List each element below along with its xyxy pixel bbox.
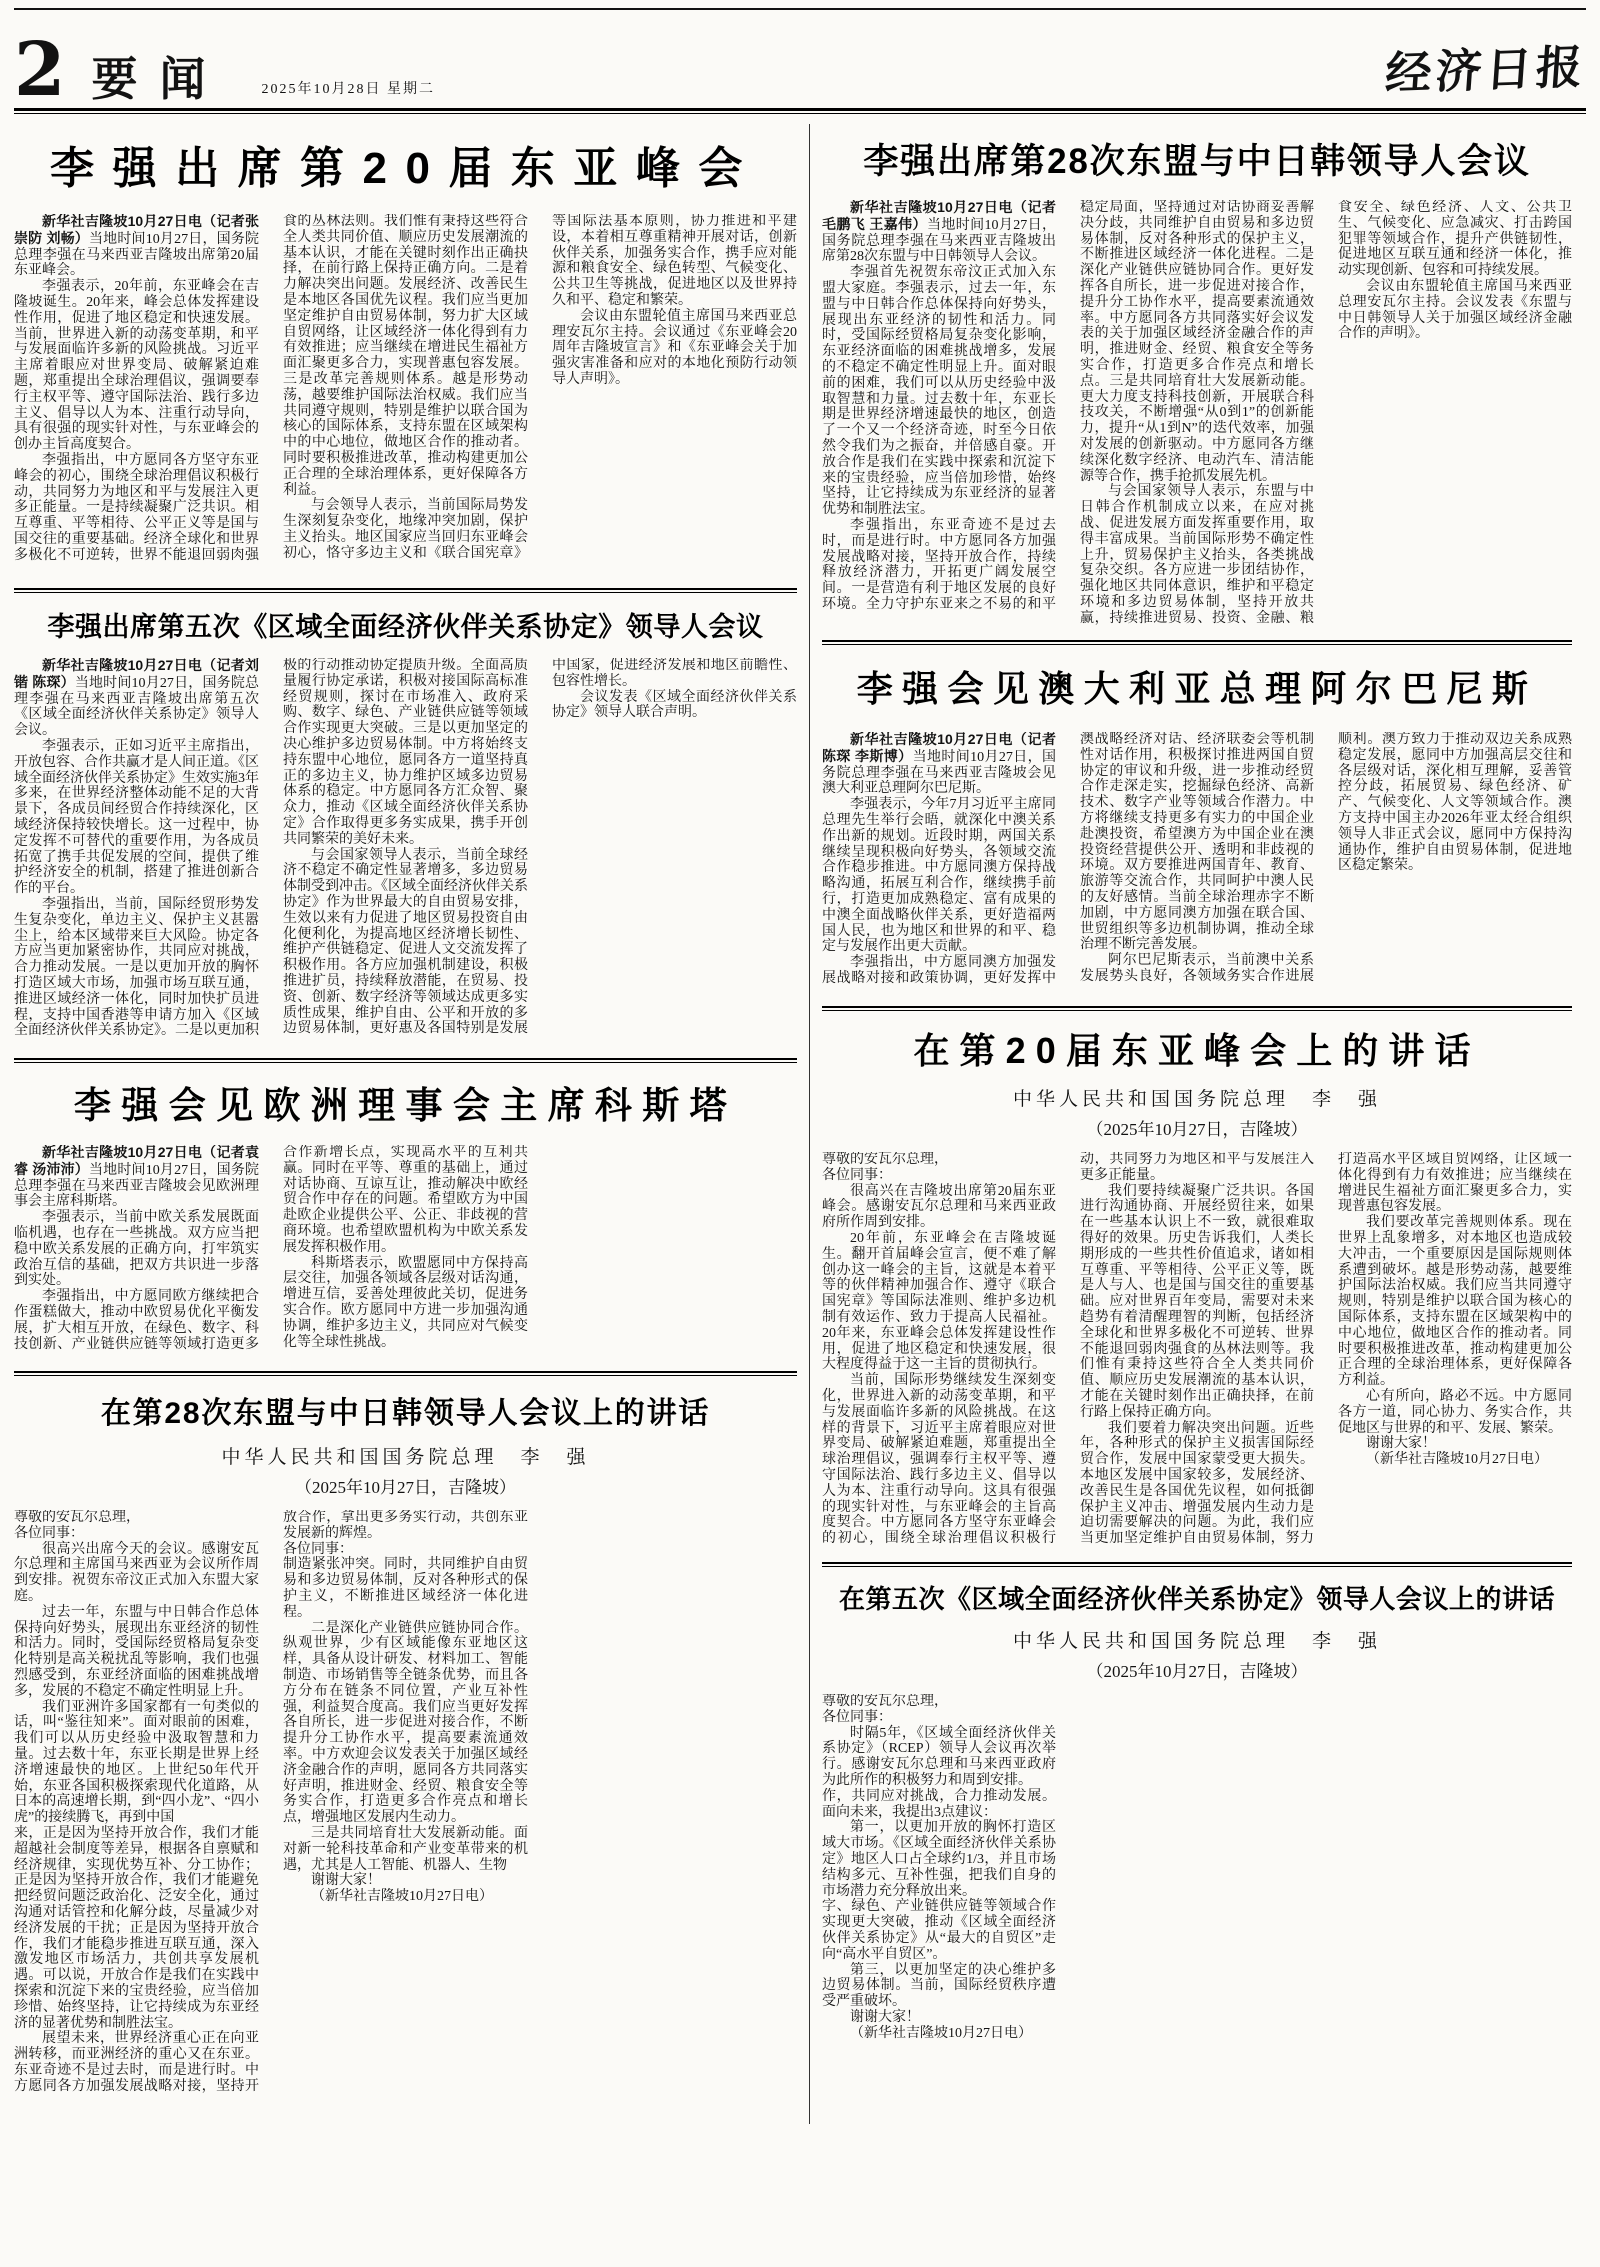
- paragraph: 时隔5年，《区域全面经济伙伴关系协定》（RCEP）领导人会议再次举行。感谢安瓦尔总理和马来西亚政府为此所作的积极努力和周到安排。: [822, 1725, 1056, 1788]
- paragraph: 与会国家领导人表示，当前全球经济不稳定不确定性显著增多，多边贸易体制受到冲击。《区域全面经济伙伴关系协定》作为世界最大的自由贸易安排，生效以来有力促进了地区贸易投资自由化便利化，为提高地区经济增长韧性、维护产供链稳定、促进人文交流发挥了积极作用。各方应加强机制建设，积极推进扩员，持续释放潜能，在贸易、投资、创新、数字经济等领域达成更多实质性成果，维护自由、公平和开放的多边贸易体制，更好惠及各国特别是发展中国家，促进经济发展和地区前瞻性、包容性增长。: [283, 658, 797, 1037]
- speech-rcep: [822, 1579, 1572, 2046]
- speech-dateline: （2025年10月27日，吉隆坡）: [1086, 1120, 1308, 1139]
- article-east-asia-summit: [14, 132, 797, 576]
- article-divider: [822, 1006, 1572, 1011]
- speech-body: [14, 1510, 797, 2124]
- article-asean-plus-three-meeting: [822, 134, 1572, 628]
- news-agency-dateline: 新华社吉隆坡10月27日电（记者刘锴 陈琛）: [14, 658, 259, 690]
- paragraph: 与会国家领导人表示，东盟与中日韩合作机制成立以来，在应对挑战、促进发展方面发挥重要作用，取得丰富成果。当前国际形势不确定性上升，贸易保护主义抬头，各类挑战复杂交织。各方应进一步团结协作，强化地区共同体意识，维护和平稳定环境和多边贸易体制，坚持开放共赢，持续推进贸易、投资、金融、粮食安全、绿色经济、人文、公共卫生、气候变化、应急减灾、打击跨国犯罪等领域合作，提升产供链韧性，促进地区互联互通和经济一体化，推动实现创新、包容和可持续发展。: [1080, 200, 1572, 626]
- paragraph: 各位同事：: [822, 1709, 892, 1725]
- paragraph: 字、绿色、产业链供应链等领域合作实现更大突破，推动《区域全面经济伙伴关系协定》从“最大的自贸区”走向“高水平自贸区”。: [822, 1899, 1056, 1962]
- article-divider: [822, 1562, 1572, 1567]
- paragraph: 我们要持续凝聚广泛共识。各国进行沟通协商、开展经贸往来，如果在一些基本认识上不一致，就很难取得好的效果。历史告诉我们，人类长期形成的一些共性价值追求，诸如相互尊重、平等相待、公平正义等，既是人与人、也是国与国交往的重要基础。应对世界百年变局，需要对未来趋势有着清醒理智的判断，包括经济全球化和世界多极化不可逆转、世界不能退回弱肉强食的丛林法则等。我们惟有秉持这些符合全人类共同价值、顺应历史发展潮流的基本认识，才能在关键时刻作出正确抉择，在前行路上保持正确方向。: [1080, 1183, 1314, 1420]
- paragraph: （新华社吉隆坡10月27日电）: [1366, 1452, 1548, 1468]
- article-headline: 李强出席第20届东亚峰会: [50, 144, 761, 193]
- speech-east-asia-summit: [822, 1023, 1572, 1550]
- speech-dateline: （2025年10月27日，吉隆坡）: [1086, 1662, 1308, 1681]
- byline-paragraph: 新华社吉隆坡10月27日电（记者毛鹏飞 王嘉伟）当地时间10月27日，国务院总理李强在马来西亚吉隆坡出席第28次东盟与中日韩领导人会议。: [822, 200, 1057, 265]
- article-meeting-costa: [14, 1075, 797, 1359]
- paragraph: 李强首先祝贺东帝汶正式加入东盟大家庭。李强表示，过去一年，东盟与中日韩合作总体保持向好势头，展现出东亚经济的韧性和活力。同时，受国际经贸格局复杂变化影响，东亚经济面临的困难挑战增多，发展的不稳定不确定性明显上升。面对眼前的困难，我们可以从历史经验中汲取智慧和力量。过去数十年，东亚长期是世界经济增速最快的地区，创造了一个又一个经济奇迹，时至今日依然令我们为之振奋，并倍感自豪。开放合作是我们在实践中探索和沉淀下来的宝贵经验，应当倍加珍惜，始终坚持，让它持续成为东亚经济的显著优势和制胜法宝。: [822, 265, 1056, 518]
- article-divider: [14, 588, 797, 593]
- speech-body: [822, 1152, 1572, 1550]
- paragraph: （新华社吉隆坡10月27日电）: [850, 2025, 1032, 2041]
- article-body: [822, 732, 1572, 994]
- article-headline: 李强出席第28次东盟与中日韩领导人会议: [863, 142, 1531, 181]
- section-name: 要闻: [91, 53, 228, 105]
- page-number: 2: [14, 27, 66, 114]
- paragraph: 心有所向，路必不远。中方愿同各方一道，同心协力、务实合作，共促地区与世界的和平、发展、繁荣。: [1338, 1388, 1572, 1436]
- paragraph: 过去一年，东盟与中日韩合作总体保持向好势头，展现出东亚经济的韧性和活力。同时，受国际经贸格局复杂变化特别是高关税扰乱等影响，我们也强烈感受到，东亚经济面临的困难挑战增多，发展的不稳定不确定性明显上升。: [14, 1604, 259, 1699]
- article-divider: [14, 1371, 797, 1376]
- paragraph: （新华社吉隆坡10月27日电）: [311, 1889, 493, 1905]
- paragraph: 来，正是因为坚持开放合作，我们才能超越社会制度等差异，根据各自禀赋和经济规律，实现优势互补、分工协作；正是因为坚持开放合作，我们才能避免把经贸问题泛政治化、泛安全化，通过沟通对话管控和化解分歧，尽量减少对经济发展的干扰；正是因为坚持开放合作，我们才能稳步推进互联互通，深入激发地区市场活力，共创共享发展机遇。可以说，开放合作是我们在实践中探索和沉淀下来的宝贵经验，应当倍加珍惜、始终坚持，让它持续成为东亚经济的显著优势和制胜法宝。: [14, 1825, 259, 2031]
- paragraph: 第一，以更加开放的胸怀打造区域大市场。《区域全面经济伙伴关系协定》地区人口占全球约1/3，并且市场结构多元、互补性强，把我们自身的市场潜力充分释放出来。: [822, 1820, 1056, 1899]
- paragraph: 展望未来，世界经济重心正在向亚洲转移，而亚洲经济的重心又在东亚。东亚奇迹不是过去时，而是进行时。中方愿同各方加强发展战略对接，坚持开放合作，拿出更多务实行动，共创东亚发展新的辉煌。: [14, 1510, 528, 2094]
- byline-paragraph: 新华社吉隆坡10月27日电（记者张崇防 刘畅）当地时间10月27日，国务院总理李强在马来西亚吉隆坡出席第20届东亚峰会。: [14, 214, 260, 279]
- page-header: [14, 16, 1588, 114]
- speech-author: 中华人民共和国国务院总理 李 强: [1012, 1631, 1381, 1652]
- paragraph: 阿尔巴尼斯表示，当前澳中关系发展势头良好，各领域务实合作进展顺利。澳方致力于推动双边关系成熟稳定发展，愿同中方加强高层交往和各层级对话，深化相互理解，妥善管控分歧，拓展贸易、绿色经济、矿产、气候变化、人文等领域合作。澳方支持中国主办2026年亚太经合组织领导人非正式会议，愿同中方保持沟通协作，维护自由贸易体制，促进地区稳定繁荣。: [1080, 732, 1572, 984]
- speech-headline: 在第20届东亚峰会上的讲话: [913, 1030, 1481, 1071]
- article-divider: [14, 1058, 797, 1063]
- masthead-logo: 经济日报: [1383, 39, 1588, 101]
- paragraph: 各位同事：: [822, 1167, 892, 1183]
- paragraph: 李强表示，今年7月习近平主席同总理先生举行会晤，就深化中澳关系作出新的规划。近段时期，两国关系继续呈现积极向好势头，各领域交流合作稳步推进。中方愿同澳方保持战略沟通，拓展互利合作，继续携手前行，打造更加成熟稳定、富有成果的中澳全面战略伙伴关系，更好造福两国人民，也为地区和世界的和平、稳定与发展作出更大贡献。: [822, 797, 1056, 955]
- paragraph: 李强指出，中方愿同欧方继续把合作蛋糕做大，推动中欧贸易优化平衡发展，扩大相互开放，在绿色、数字、科技创新、产业链供应链等领域打造更多合作新增长点，实现高水平的互利共赢。同时在平等、尊重的基础上，通过对话协商、互谅互让，推动解决中欧经贸合作中存在的问题。希望欧方为中国赴欧企业提供公平、公正、非歧视的营商环境。也希望欧盟机构为中欧关系发展发挥积极作用。: [14, 1145, 528, 1352]
- news-agency-dateline: 新华社吉隆坡10月27日电（记者袁睿 汤沛沛）: [14, 1145, 259, 1177]
- paragraph: 会议由东盟轮值主席国马来西亚总理安瓦尔主持。会议通过《东亚峰会20周年吉隆坡宣言》和《东亚峰会关于加强灾害准备和应对的本地化预防行动领导人声明》。: [552, 308, 797, 387]
- header-rule: [14, 108, 1586, 114]
- paragraph: 20年前，东亚峰会在吉隆坡诞生。翻开首届峰会宣言，便不难了解创办这一峰会的主旨，这就是本着平等的伙伴精神加强合作、遵守《联合国宪章》等国际法准则、维护多边机制有效运作、致力于提高人民福祉。20年来，东亚峰会总体发挥建设性作用，促进了地区稳定和快速发展，很大程度得益于这一主旨的贯彻执行。: [822, 1230, 1056, 1373]
- article-headline: 李强会见澳大利亚总理阿尔巴尼斯: [856, 668, 1538, 709]
- news-agency-dateline: 新华社吉隆坡10月27日电（记者毛鹏飞 王嘉伟）: [822, 200, 1056, 232]
- speech-headline: 在第28次东盟与中日韩领导人会议上的讲话: [100, 1397, 711, 1430]
- paragraph: 李强指出，东亚奇迹不是过去时，而是进行时。中方愿同各方加强发展战略对接，坚持开放合作，持续释放经济潜力，开拓更广阔发展空间。一是营造有利于地区发展的良好环境。全力守护东亚来之不易的和平稳定局面，坚持通过对话协商妥善解决分歧，共同维护自由贸易和多边贸易体制，反对各种形式的保护主义，不断推进区域经济一体化进程。二是深化产业链供应链协同合作。更好发挥各自所长，进一步促进对接合作，提升分工协作水平，提高要素流通效率。中方愿同各方共同落实好会议发表的关于加强区域经济金融合作的声明，推进财金、经贸、粮食安全等务实合作，打造更多合作亮点和增长点。三是共同培育壮大发展新动能。更大力度支持科技创新，开展联合科技攻关，不断增强“从0到1”的创新能力，提升“从1到N”的迭代效率，加强对发展的创新驱动。中方愿同各方继续深化数字经济、电动汽车、清洁能源等合作，携手抢抓发展先机。: [822, 200, 1314, 612]
- paragraph: 李强指出，中方愿同澳方加强发展战略对接和政策协调，更好发挥中澳战略经济对话、经济联委会等机制性对话作用，积极探讨推进两国自贸协定的审议和升级，进一步推动经贸合作走深走实，挖掘绿色经济、高新技术、数字产业等领域合作潜力。中方将继续支持更多有实力的中国企业赴澳投资，希望澳方为中国企业在澳投资经营提供公开、透明和非歧视的环境。双方要推进两国青年、教育、旅游等交流合作，共同呵护中澳人民的友好感情。当前全球治理赤字不断加剧，中方愿同澳方加强在联合国、世贸组织等多边机制协调，推动全球治理不断完善发展。: [822, 732, 1314, 986]
- paragraph: 很高兴在吉隆坡出席第20届东亚峰会。感谢安瓦尔总理和马来西亚政府所作周到安排。: [822, 1183, 1056, 1231]
- speech-author: 中华人民共和国国务院总理 李 强: [221, 1447, 590, 1468]
- issue-date: 2025年10月28日 星期二: [261, 82, 435, 97]
- speech-asean-plus-three: [14, 1388, 797, 2124]
- article-meeting-albanese: [822, 661, 1572, 994]
- speech-author: 中华人民共和国国务院总理 李 强: [1012, 1089, 1381, 1110]
- paragraph: 李强表示，当前中欧关系发展既面临机遇，也存在一些挑战。双方应当把稳中欧关系发展的正确方向，打牢筑实政治互信的基础，把双方共识进一步落到实处。: [14, 1210, 259, 1289]
- article-rcep-meeting: [14, 605, 797, 1046]
- byline-paragraph: 新华社吉隆坡10月27日电（记者刘锴 陈琛）当地时间10月27日，国务院总理李强在马来西亚吉隆坡出席第五次《区域全面经济伙伴关系协定》领导人会议。: [14, 658, 260, 739]
- paragraph: 三是共同培育壮大发展新动能。面对新一轮科技革命和产业变革带来的机遇，尤其是人工智能、机器人、生物: [283, 1825, 528, 1873]
- article-body: [14, 658, 797, 1046]
- paragraph: 会议发表《区域全面经济伙伴关系协定》领导人联合声明。: [552, 689, 797, 721]
- article-divider: [822, 640, 1572, 645]
- paragraph: 各位同事：: [14, 1525, 84, 1541]
- paragraph: 尊敬的安瓦尔总理，: [822, 1694, 948, 1709]
- right-column: [809, 124, 1572, 2124]
- article-headline: 李强出席第五次《区域全面经济伙伴关系协定》领导人会议: [47, 612, 764, 642]
- article-headline: 李强会见欧洲理事会主席科斯塔: [73, 1085, 738, 1126]
- byline-paragraph: 新华社吉隆坡10月27日电（记者袁睿 汤沛沛）当地时间10月27日，国务院总理李强在马来西亚吉隆坡会见欧洲理事会主席科斯塔。: [14, 1145, 260, 1210]
- paragraph: 尊敬的安瓦尔总理，: [822, 1152, 948, 1167]
- speech-dateline: （2025年10月27日，吉隆坡）: [295, 1478, 516, 1497]
- paragraph: 二是深化产业链供应链协同合作。纵观世界，少有区域能像东亚地区这样，具备从设计研发、材料加工、智能制造、市场销售等全链条优势，而且各方分布在链条不同位置，产业互补性强，利益契合度高。我们应当更好发挥各自所长，进一步促进对接合作，不断提升分工协作水平，提高要素流通效率。中方欢迎会议发表关于加强区域经济金融合作的声明，愿同各方共同落实好声明，推进财金、经贸、粮食安全等务实合作，打造更多合作亮点和增长点，增强地区发展内生动力。: [283, 1620, 528, 1826]
- paragraph: 谢谢大家！: [311, 1873, 381, 1889]
- paragraph: 谢谢大家！: [1366, 1436, 1436, 1452]
- paragraph: 我们亚洲许多国家都有一句类似的话，叫“鉴往知来”。面对眼前的困难，我们可以从历史经验中汲取智慧和力量。过去数十年，东亚长期是世界上经济增速最快的地区。上世纪50年代开始，东亚各国积极探索现代化道路，从日本的高速增长期，到“四小龙”、“四小虎”的接续腾飞，再到中国: [14, 1699, 259, 1826]
- speech-headline: 在第五次《区域全面经济伙伴关系协定》领导人会议上的讲话: [838, 1584, 1556, 1614]
- byline-paragraph: 新华社吉隆坡10月27日电（记者陈琛 李斯博）当地时间10月27日，国务院总理李强在马来西亚吉隆坡会见澳大利亚总理阿尔巴尼斯。: [822, 732, 1056, 797]
- news-agency-dateline: 新华社吉隆坡10月27日电（记者陈琛 李斯博）: [822, 732, 1056, 764]
- speech-body: [822, 1694, 1572, 2046]
- article-body: [822, 200, 1572, 628]
- paragraph: 科斯塔表示，欧盟愿同中方保持高层交往，加强各领域各层级对话沟通，增进互信，妥善处理彼此关切，促进务实合作。欧方愿同中方进一步加强沟通协调，维护多边主义，共同应对气候变化等全球性挑战。: [283, 1255, 528, 1350]
- article-body: [14, 1145, 797, 1359]
- paragraph: 李强指出，中方愿同各方坚守东亚峰会的初心，围绕全球治理倡议积极行动，共同努力为地区和平与发展注入更多正能量。一是持续凝聚广泛共识。相互尊重、平等相待、公平正义等是国与国交往的重要基础。经济全球化和世界多极化不可逆转，世界不能退回弱肉强食的丛林法则。我们惟有秉持这些符合全人类共同价值、顺应历史发展潮流的基本认识，才能在关键时刻作出正确抉择，在前行路上保持正确方向。二是着力解决突出问题。发展经济、改善民生是本地区各国优先议程。我们应当更加坚定维护自由贸易体制，努力扩大区域自贸网络，让区域经济一体化得到有力有效推进；应当继续在增进民生福祉方面汇聚更多合力，实现普惠包容发展。三是改革完善规则体系。越是形势动荡，越要维护国际法治权威。我们应当共同遵守规则，特别是维护以联合国为核心的国际体系，支持东盟在区域架构中的中心地位，做地区合作的推动者。同时要积极推进改革，推动构建更加公正合理的全球治理体系，更好保障各方利益。: [14, 214, 528, 563]
- news-agency-dateline: 新华社吉隆坡10月27日电（记者张崇防 刘畅）: [14, 214, 259, 246]
- paragraph: 会议由东盟轮值主席国马来西亚总理安瓦尔主持。会议发表《东盟与中日韩领导人关于加强区域经济金融合作的声明》。: [1338, 278, 1572, 342]
- paragraph: 第三，以更加坚定的决心维护多边贸易体制。当前，国际经贸秩序遭受严重破坏。: [822, 1962, 1056, 2010]
- paragraph: 各位同事：: [283, 1541, 353, 1557]
- article-body: [14, 214, 797, 576]
- left-column: [14, 124, 809, 2124]
- paragraph: 我们要改革完善规则体系。现在世界上乱象增多，对本地区也造成较大冲击，一个重要原因是国际规则体系遭到破坏。越是形势动荡，越要维护国际法治权威。我们应当共同遵守规则，特别是维护以联合国为核心的国际体系，支持东盟在区域架构中的中心地位，做地区合作的推动者。同时要积极推进改革，推动构建更加公正合理的全球治理体系，更好保障各方利益。: [1338, 1215, 1572, 1389]
- paragraph: 谢谢大家！: [850, 2009, 920, 2025]
- page-body: [14, 124, 1586, 2124]
- paragraph: 很高兴出席今天的会议。感谢安瓦尔总理和主席国马来西亚为会议所作周到安排。祝贺东帝汶正式加入东盟大家庭。: [14, 1541, 259, 1604]
- paragraph: 与会领导人表示，当前国际局势发生深刻复杂变化，地缘冲突加剧，保护主义抬头。地区国家应当回归东亚峰会初心，恪守多边主义和《联合国宪章》等国际法基本原则，协力推进和平建设，本着相互尊重精神开展对话，创新伙伴关系，加强务实合作，携手应对能源和粮食安全、绿色转型、气候变化、公共卫生等挑战，促进地区以及世界持久和平、稳定和繁荣。: [283, 214, 797, 561]
- paragraph: 尊敬的安瓦尔总理，: [14, 1510, 140, 1525]
- paragraph: 李强表示，正如习近平主席指出，开放包容、合作共赢才是人间正道。《区域全面经济伙伴关系协定》生效实施3年多来，在世界经济整体动能不足的大背景下，各成员间经贸合作持续深化，区域经济保持较快增长。这一过程中，协定发挥不可替代的重要作用，为各成员拓宽了携手共促发展的空间，提供了维护经济安全的机制，搭建了推进创新合作的平台。: [14, 738, 259, 897]
- paragraph: 我们要着力解决突出问题。近些年，各种形式的保护主义损害国际经贸合作，发展中国家蒙受更大损失。本地区发展中国家较多，发展经济、改善民生是各国优先议程，如何抵御保护主义冲击、增强发展内生动力是迫切需要解决的问题。为此，我们应当更加坚定维护自由贸易体制，努力打造高水平区域自贸网络，让区域一体化得到有力有效推进；应当继续在增进民生福祉方面汇聚更多合力，实现普惠包容发展。: [1080, 1152, 1572, 1547]
- paragraph: 制造紧张冲突。同时，共同维护自由贸易和多边贸易体制，反对各种形式的保护主义，不断推进区域经济一体化进程。: [283, 1557, 528, 1620]
- top-rule: [14, 8, 1586, 10]
- paragraph: 李强指出，当前，国际经贸形势发生复杂变化，单边主义、保护主义甚嚣尘上，给本区域带来巨大风险。协定各方应当更加紧密协作，共同应对挑战，合力推动发展。一是以更加开放的胸怀打造区域大市场，加强市场互联互通，推进区域经济一体化，同时加快扩员进程，支持中国香港等申请方加入《区域全面经济伙伴关系协定》。二是以更加积极的行动推动协定提质升级。全面高质量履行协定承诺，积极对接国际高标准经贸规则，探讨在市场准入、政府采购、数字、绿色、产业链供应链等领域合作实现更大突破。三是以更加坚定的决心维护多边贸易体制。中方将始终支持东盟中心地位，愿同各方一道坚持真正的多边主义，协力维护区域多边贸易体系的稳定。中方愿同各方汇众智、聚众力，推动《区域全面经济伙伴关系协定》合作取得更多务实成果，携手开创共同繁荣的美好未来。: [14, 658, 528, 1039]
- paragraph: 李强表示，20年前，东亚峰会在吉隆坡诞生。20年来，峰会总体发挥建设性作用，促进了地区稳定和快速发展。当前，世界进入新的动荡变革期，和平与发展面临许多新的风险挑战。习近平主席着眼应对世界变局、破解紧迫难题，郑重提出全球治理倡议，强调要奉行主权平等、遵守国际法治、践行多边主义、倡导以人为本、注重行动导向，具有很强的现实针对性，与东亚峰会的创办主旨高度契合。: [14, 279, 259, 453]
- paragraph: 作，共同应对挑战，合力推动发展。面向未来，我提出3点建议：: [822, 1788, 1056, 1820]
- paragraph: 当前，国际形势继续发生深刻变化，世界进入新的动荡变革期，和平与发展面临许多新的风险挑战。在这样的背景下，习近平主席着眼应对世界变局、破解紧迫难题，郑重提出全球治理倡议，强调奉行主权平等、遵守国际法治、践行多边主义、倡导以人为本、注重行动导向。这具有很强的现实针对性，与东亚峰会的主旨高度契合。中方愿同各方坚守东亚峰会的初心，围绕全球治理倡议积极行动，共同努力为地区和平与发展注入更多正能量。: [822, 1152, 1314, 1547]
